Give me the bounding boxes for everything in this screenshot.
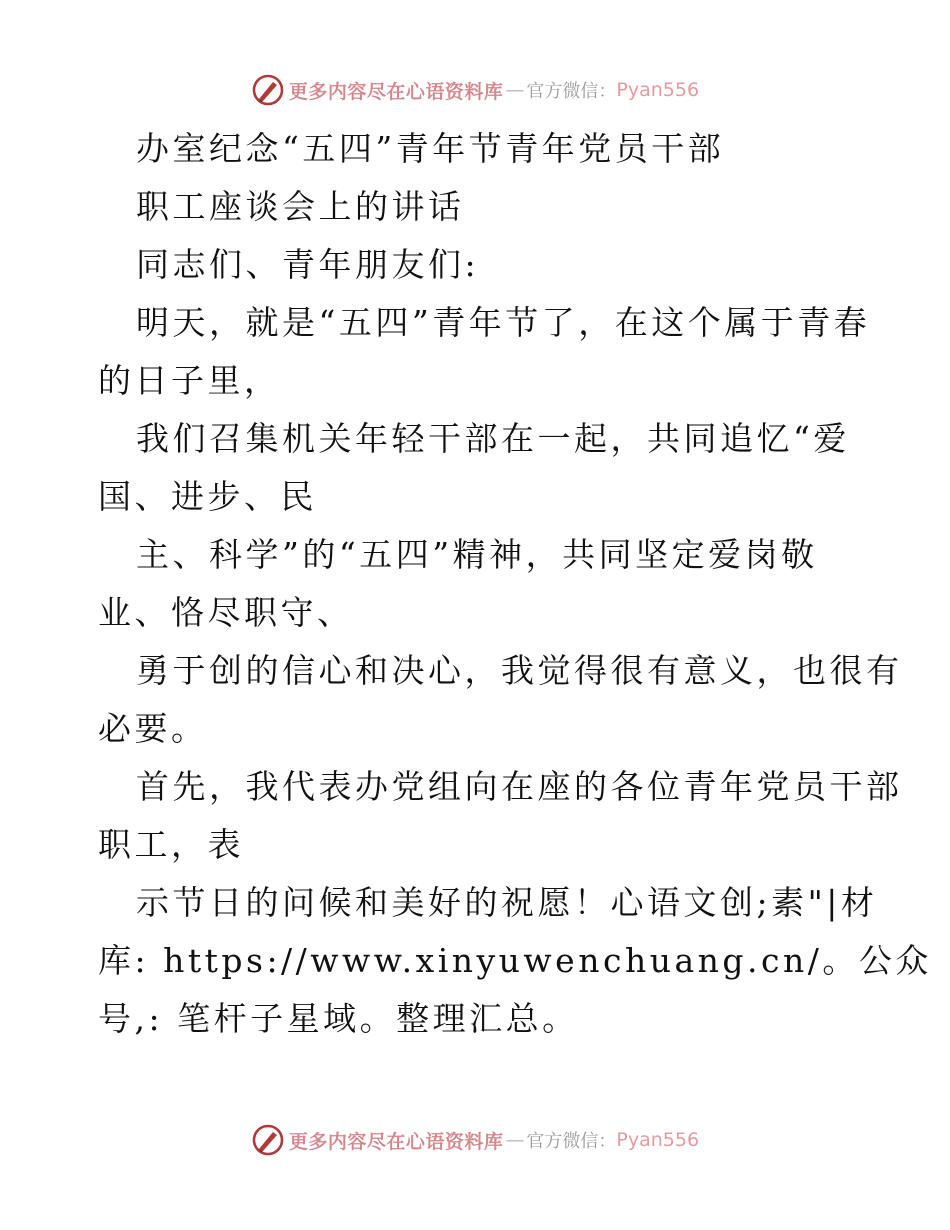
paragraph-line: 库: https://www.xinyuwenchuang.cn/。公众 — [98, 941, 932, 980]
paragraph-line: 我们召集机关年轻干部在一起，共同追忆“爱 — [136, 419, 850, 458]
watermark-text: 更多内容尽在心语资料库 — [288, 1130, 504, 1153]
paragraph-line: 主、科学”的“五四”精神，共同坚定爱岗敬 — [136, 535, 818, 574]
paragraph-line: 号,: 笔杆子星域。整理汇总。 — [98, 999, 579, 1038]
doc-title-line-1: 办室纪念“五四”青年节青年党员干部 — [136, 129, 725, 168]
footer-watermark — [0, 1122, 950, 1158]
wechat-id: Pyan556 — [616, 1129, 700, 1151]
watermark-dash: — — [505, 79, 525, 101]
paragraph-line: 示节日的问候和美好的祝愿！心语文创;素"|材 — [136, 883, 878, 922]
paragraph-line: 国、进步、民 — [98, 477, 317, 516]
watermark-text: 更多内容尽在心语资料库 — [288, 80, 504, 103]
paragraph-line: 必要。 — [98, 709, 208, 748]
paragraph-line: 明天，就是“五四”青年节了，在这个属于青春 — [136, 303, 871, 342]
header-watermark — [0, 72, 950, 108]
paragraph-line: 职工，表 — [98, 825, 244, 864]
wechat-id: Pyan556 — [616, 79, 700, 101]
paragraph-line: 首先，我代表办党组向在座的各位青年党员干部 — [136, 767, 903, 806]
paragraph-line: 勇于创的信心和决心，我觉得很有意义，也很有 — [136, 651, 903, 690]
paragraph-line: 的日子里， — [98, 361, 281, 400]
pen-logo-icon — [251, 1123, 285, 1157]
wechat-label: 官方微信： — [526, 81, 617, 102]
paragraph-line: 业、恪尽职守、 — [98, 593, 354, 632]
watermark-dash: — — [505, 1129, 525, 1151]
salutation: 同志们、青年朋友们: — [136, 245, 480, 284]
pen-logo-icon — [251, 73, 285, 107]
wechat-label: 官方微信： — [526, 1131, 617, 1152]
doc-title-line-2: 职工座谈会上的讲话 — [136, 187, 465, 226]
